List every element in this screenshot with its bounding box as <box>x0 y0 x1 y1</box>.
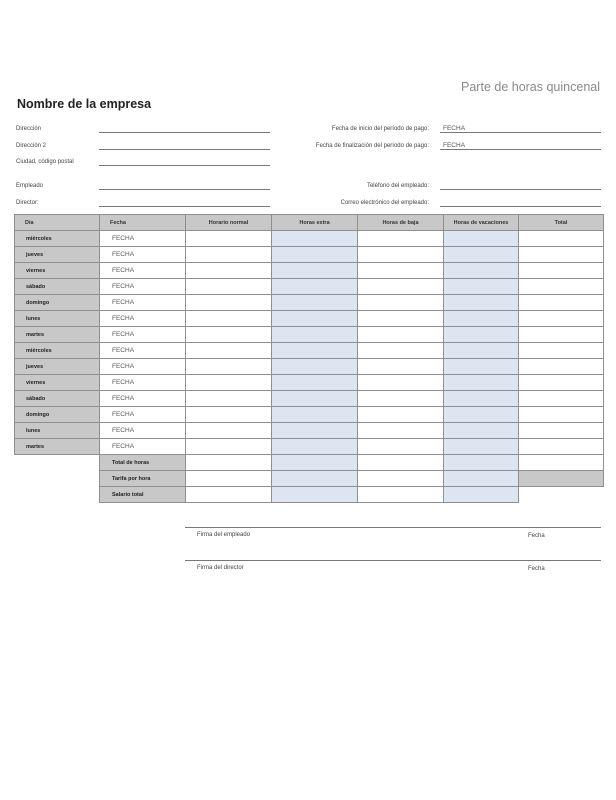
table-row <box>15 231 604 247</box>
date-cell[interactable]: FECHA <box>100 375 186 391</box>
sick-hours-cell[interactable] <box>358 375 444 391</box>
regular-hours-cell[interactable] <box>186 343 272 359</box>
regular-hours-cell[interactable] <box>186 311 272 327</box>
header-sick: Horas de baja <box>358 215 444 231</box>
table-row <box>15 359 604 375</box>
city-line[interactable] <box>99 165 270 166</box>
period-end-line <box>440 149 601 150</box>
employee-phone-label: Teléfono del empleado: <box>366 183 429 189</box>
empty-cell <box>15 455 100 471</box>
period-end-value[interactable]: FECHA <box>443 142 466 149</box>
sick-hours-cell[interactable] <box>358 423 444 439</box>
day-cell: lunes <box>15 423 100 439</box>
total-hours-cell[interactable] <box>519 391 604 407</box>
vacation-hours-cell[interactable] <box>444 407 519 423</box>
day-cell: miércoles <box>15 231 100 247</box>
sick-hours-cell[interactable] <box>358 295 444 311</box>
overtime-hours-cell[interactable] <box>272 359 358 375</box>
period-end-label: Fecha de finalización del período de pago: <box>315 143 429 149</box>
table-row <box>15 279 604 295</box>
header-regular: Horario normal <box>186 215 272 231</box>
regular-hours-cell[interactable] <box>186 279 272 295</box>
date-cell[interactable]: FECHA <box>100 359 186 375</box>
regular-hours-cell[interactable] <box>186 375 272 391</box>
date-cell[interactable]: FECHA <box>100 295 186 311</box>
summary-label: Tarifa por hora <box>100 471 186 487</box>
table-header-row <box>15 215 604 231</box>
day-cell: domingo <box>15 407 100 423</box>
date-cell[interactable]: FECHA <box>100 247 186 263</box>
total-hours-cell[interactable] <box>519 279 604 295</box>
summary-value-cell[interactable] <box>272 471 358 487</box>
document-title: Parte de horas quincenal <box>461 80 600 94</box>
day-cell: sábado <box>15 391 100 407</box>
overtime-hours-cell[interactable] <box>272 247 358 263</box>
summary-label: Total de horas <box>100 455 186 471</box>
empty-cell <box>15 487 100 503</box>
vacation-hours-cell[interactable] <box>444 375 519 391</box>
header-day: Día <box>15 215 100 231</box>
header-overtime: Horas extra <box>272 215 358 231</box>
regular-hours-cell[interactable] <box>186 247 272 263</box>
day-cell: domingo <box>15 295 100 311</box>
sick-hours-cell[interactable] <box>358 343 444 359</box>
address-line[interactable] <box>99 132 270 133</box>
summary-label: Salario total <box>100 487 186 503</box>
city-label: Ciudad, código postal <box>16 159 74 165</box>
table-row <box>15 391 604 407</box>
manager-line[interactable] <box>99 206 270 207</box>
regular-hours-cell[interactable] <box>186 295 272 311</box>
hourly-rate-row <box>15 471 604 487</box>
overtime-hours-cell[interactable] <box>272 343 358 359</box>
vacation-hours-cell[interactable] <box>444 343 519 359</box>
date-cell[interactable]: FECHA <box>100 423 186 439</box>
table-row <box>15 423 604 439</box>
sick-hours-cell[interactable] <box>358 407 444 423</box>
total-hours-cell[interactable] <box>519 295 604 311</box>
table-row <box>15 343 604 359</box>
table-row <box>15 375 604 391</box>
total-hours-cell[interactable] <box>519 375 604 391</box>
address2-line[interactable] <box>99 149 270 150</box>
total-hours-cell[interactable] <box>519 439 604 455</box>
regular-hours-cell[interactable] <box>186 407 272 423</box>
vacation-hours-cell[interactable] <box>444 359 519 375</box>
day-cell: viernes <box>15 375 100 391</box>
company-name: Nombre de la empresa <box>17 97 152 111</box>
vacation-hours-cell[interactable] <box>444 391 519 407</box>
sick-hours-cell[interactable] <box>358 231 444 247</box>
total-pay-row <box>15 487 604 503</box>
day-cell: sábado <box>15 279 100 295</box>
date-cell[interactable]: FECHA <box>100 231 186 247</box>
employee-email-line[interactable] <box>440 206 601 207</box>
employee-label: Empleado <box>16 183 44 189</box>
vacation-hours-cell[interactable] <box>444 279 519 295</box>
vacation-hours-cell[interactable] <box>444 231 519 247</box>
summary-value-cell[interactable] <box>358 487 444 503</box>
period-start-value[interactable]: FECHA <box>443 125 466 132</box>
overtime-hours-cell[interactable] <box>272 391 358 407</box>
overtime-hours-cell[interactable] <box>272 311 358 327</box>
table-row <box>15 327 604 343</box>
day-cell: martes <box>15 439 100 455</box>
date-cell[interactable]: FECHA <box>100 327 186 343</box>
manager-signature-label: Firma del director <box>197 565 244 571</box>
overtime-hours-cell[interactable] <box>272 423 358 439</box>
vacation-hours-cell[interactable] <box>444 247 519 263</box>
vacation-hours-cell[interactable] <box>444 423 519 439</box>
overtime-hours-cell[interactable] <box>272 295 358 311</box>
day-cell: martes <box>15 327 100 343</box>
total-hours-cell[interactable] <box>519 343 604 359</box>
regular-hours-cell[interactable] <box>186 231 272 247</box>
employee-signature-date-label: Fecha <box>528 533 545 539</box>
employee-signature-label: Firma del empleado <box>197 532 251 538</box>
table-row <box>15 263 604 279</box>
timesheet-table <box>14 214 604 503</box>
header-date: Fecha <box>100 215 186 231</box>
total-hours-cell[interactable] <box>519 407 604 423</box>
regular-hours-cell[interactable] <box>186 359 272 375</box>
summary-value-cell[interactable] <box>519 455 604 471</box>
day-cell: miércoles <box>15 343 100 359</box>
total-hours-cell[interactable] <box>519 263 604 279</box>
vacation-hours-cell[interactable] <box>444 327 519 343</box>
employee-line[interactable] <box>99 189 270 190</box>
date-cell[interactable]: FECHA <box>100 279 186 295</box>
regular-hours-cell[interactable] <box>186 439 272 455</box>
regular-hours-cell[interactable] <box>186 423 272 439</box>
summary-value-cell[interactable] <box>272 455 358 471</box>
summary-value-cell[interactable] <box>186 455 272 471</box>
date-cell[interactable]: FECHA <box>100 343 186 359</box>
employee-phone-line[interactable] <box>440 189 601 190</box>
employee-email-label: Correo electrónico del empleado: <box>340 200 429 206</box>
table-row <box>15 439 604 455</box>
sick-hours-cell[interactable] <box>358 279 444 295</box>
date-cell[interactable]: FECHA <box>100 407 186 423</box>
period-start-label: Fecha de inicio del período de pago: <box>331 126 429 132</box>
header-total: Total <box>519 215 604 231</box>
empty-cell <box>519 487 604 503</box>
employee-signature-line[interactable] <box>185 527 601 528</box>
total-hours-row <box>15 455 604 471</box>
vacation-hours-cell[interactable] <box>444 439 519 455</box>
overtime-hours-cell[interactable] <box>272 407 358 423</box>
header-vacation: Horas de vacaciones <box>444 215 519 231</box>
table-row <box>15 295 604 311</box>
manager-label: Director: <box>16 200 39 206</box>
total-hours-cell[interactable] <box>519 231 604 247</box>
vacation-hours-cell[interactable] <box>444 311 519 327</box>
day-cell: jueves <box>15 359 100 375</box>
table-row <box>15 407 604 423</box>
summary-value-cell[interactable] <box>444 455 519 471</box>
sick-hours-cell[interactable] <box>358 391 444 407</box>
summary-value-cell[interactable] <box>519 471 604 487</box>
overtime-hours-cell[interactable] <box>272 263 358 279</box>
period-start-line <box>440 132 601 133</box>
empty-cell <box>15 471 100 487</box>
date-cell[interactable]: FECHA <box>100 391 186 407</box>
total-hours-cell[interactable] <box>519 423 604 439</box>
day-cell: lunes <box>15 311 100 327</box>
regular-hours-cell[interactable] <box>186 263 272 279</box>
summary-value-cell[interactable] <box>358 455 444 471</box>
address-label: Dirección <box>16 126 42 132</box>
overtime-hours-cell[interactable] <box>272 231 358 247</box>
address2-label: Dirección 2 <box>16 143 47 149</box>
overtime-hours-cell[interactable] <box>272 439 358 455</box>
table-row <box>15 311 604 327</box>
overtime-hours-cell[interactable] <box>272 279 358 295</box>
total-hours-cell[interactable] <box>519 327 604 343</box>
total-hours-cell[interactable] <box>519 311 604 327</box>
overtime-hours-cell[interactable] <box>272 375 358 391</box>
summary-value-cell[interactable] <box>444 487 519 503</box>
table-row <box>15 247 604 263</box>
sick-hours-cell[interactable] <box>358 263 444 279</box>
sick-hours-cell[interactable] <box>358 359 444 375</box>
sick-hours-cell[interactable] <box>358 327 444 343</box>
vacation-hours-cell[interactable] <box>444 263 519 279</box>
summary-value-cell[interactable] <box>358 471 444 487</box>
total-hours-cell[interactable] <box>519 359 604 375</box>
date-cell[interactable]: FECHA <box>100 439 186 455</box>
summary-value-cell[interactable] <box>186 487 272 503</box>
manager-signature-line[interactable] <box>185 560 601 561</box>
summary-value-cell[interactable] <box>272 487 358 503</box>
sick-hours-cell[interactable] <box>358 439 444 455</box>
sick-hours-cell[interactable] <box>358 247 444 263</box>
total-hours-cell[interactable] <box>519 247 604 263</box>
date-cell[interactable]: FECHA <box>100 311 186 327</box>
date-cell[interactable]: FECHA <box>100 263 186 279</box>
day-cell: jueves <box>15 247 100 263</box>
summary-value-cell[interactable] <box>444 471 519 487</box>
regular-hours-cell[interactable] <box>186 327 272 343</box>
vacation-hours-cell[interactable] <box>444 295 519 311</box>
sick-hours-cell[interactable] <box>358 311 444 327</box>
regular-hours-cell[interactable] <box>186 391 272 407</box>
manager-signature-date-label: Fecha <box>528 566 545 572</box>
day-cell: viernes <box>15 263 100 279</box>
overtime-hours-cell[interactable] <box>272 327 358 343</box>
summary-value-cell[interactable] <box>186 471 272 487</box>
